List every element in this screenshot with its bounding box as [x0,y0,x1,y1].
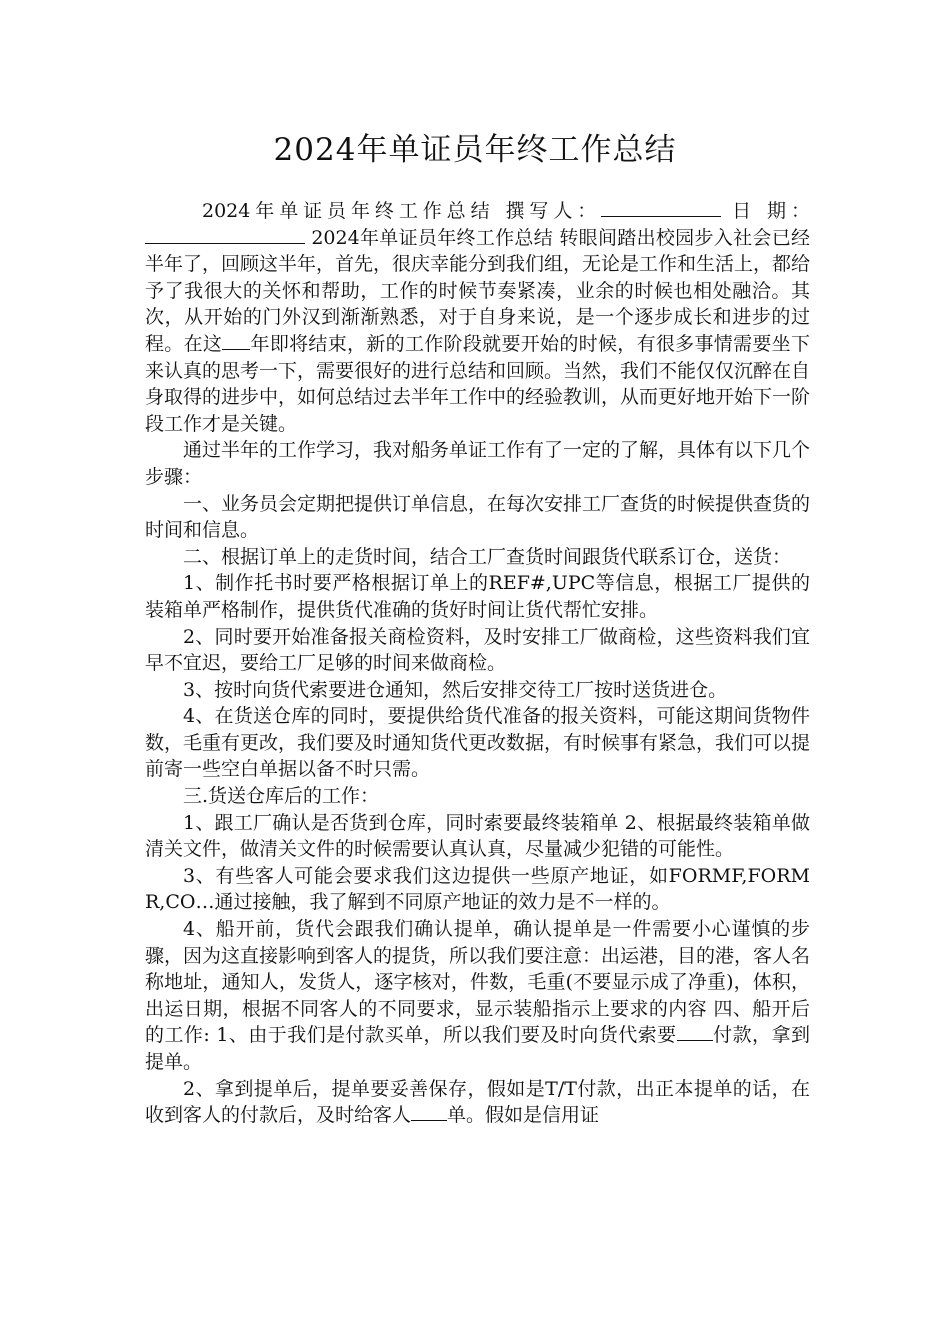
year-blank [222,331,250,350]
paragraph-step-4-2 [145,1076,810,1129]
header-text-d: 年即将结束，新的工作阶段就要开始的时候，有很多事情需要坐下来认真的思考一下，需要很好的进行总结和回顾。当然，我们不能仅仅沉醉在自身取得的进步中，如何总结过去半年工作中的经验教训，从而更好地开始下一阶段工作才是关键。 [145,332,811,435]
paragraph-step-1: 一、业务员会定期把提供订单信息，在每次安排工厂查货的时候提供查货的时间和信息。 [145,492,811,542]
bill-blank [411,1102,447,1121]
header-text-b: 日 期： [721,200,810,222]
payment-blank [677,1022,713,1041]
paragraph-step-3-1: 1、跟工厂确认是否货到仓库，同时索要最终装箱单 2、根据最终装箱单做清关文件，做清关文件的时候需要认真认真，尽量减少犯错的可能性。 [145,811,810,861]
header-paragraph [145,198,810,437]
date-blank [145,225,305,244]
paragraph-intro: 通过半年的工作学习，我对船务单证工作有了一定的了解，具体有以下几个步骤： [145,439,811,488]
header-text-a: 2024年单证员年终工作总结 撰写人： [202,200,602,222]
paragraph-step-3-4-text: 4、船开前，货代会跟我们确认提单，确认提单是一件需要小心谨慎的步骤，因为这直接影响到客人的提货，所以我们要注意：出运港，目的港，客人名称地址，通知人，发货人，逐字核对，件数，毛重(不要显示成了净重)，体积，出运日期，根据不同客人的不同要求，显示装船指示上要求的内容 四、船开后的工作: 1、由于我们是付款买单，所以我们要及时向货代索要 [145,918,811,1047]
paragraph-step-2-4: 4、在货送仓库的同时，要提供给货代准备的报关资料，可能这期间货物件数，毛重有更改，我们要及时通知货代更改数据，有时候事有紧急，我们可以提前寄一些空白单据以备不时只需。 [145,705,811,781]
paragraph-step-4-2-tail: 单。假如是信用证 [447,1104,600,1127]
paragraph-step-3-4-tail: 付款，拿到提单。 [145,1024,810,1073]
header-text-c: 2024年单证员年终工作总结 转眼间踏出校园步入社会已经半年了，回顾这半年，首先，很庆幸能分到我们组，无论是工作和生活上，都给予了我很大的关怀和帮助，工作的时候节奏紧凑，业余的时候也相处融洽。其次，从开始的门外汉到渐渐熟悉，对于自身来说，是一个逐步成长和进步的过程。在这 [145,226,811,355]
paragraph-step-3-4 [145,916,810,1076]
paragraph-step-3: 三.货送仓库后的工作： [183,785,380,808]
paragraph-step-4-2-text: 2、拿到提单后，提单要妥善保存，假如是T/T付款，出正本提单的话，在收到客人的付款后，及时给客人 [145,1077,810,1127]
paragraph-step-2-2: 2、同时要开始准备报关商检资料，及时安排工厂做商检，这些资料我们宜早不宜迟，要给工厂足够的时间来做商检。 [145,625,810,675]
document-body [145,198,810,1129]
paragraph-step-2-3: 3、按时向货代索要进仓通知，然后安排交待工厂按时送货进仓。 [183,678,728,701]
paragraph-step-2: 二、根据订单上的走货时间，结合工厂查货时间跟货代联系订仓，送货： [183,545,792,568]
paragraph-step-2-1: 1、制作托书时要严格根据订单上的REF#,UPC等信息，根据工厂提供的装箱单严格制作，提供货代准确的货好时间让货代帮忙安排。 [145,572,810,621]
paragraph-step-3-3: 3、有些客人可能会要求我们这边提供一些原产地证，如FORMF,FORMR,CO…通过接触，我了解到不同原产地证的效力是不一样的。 [145,864,810,914]
author-blank [601,198,721,217]
document-title: 2024年单证员年终工作总结 [273,132,677,168]
